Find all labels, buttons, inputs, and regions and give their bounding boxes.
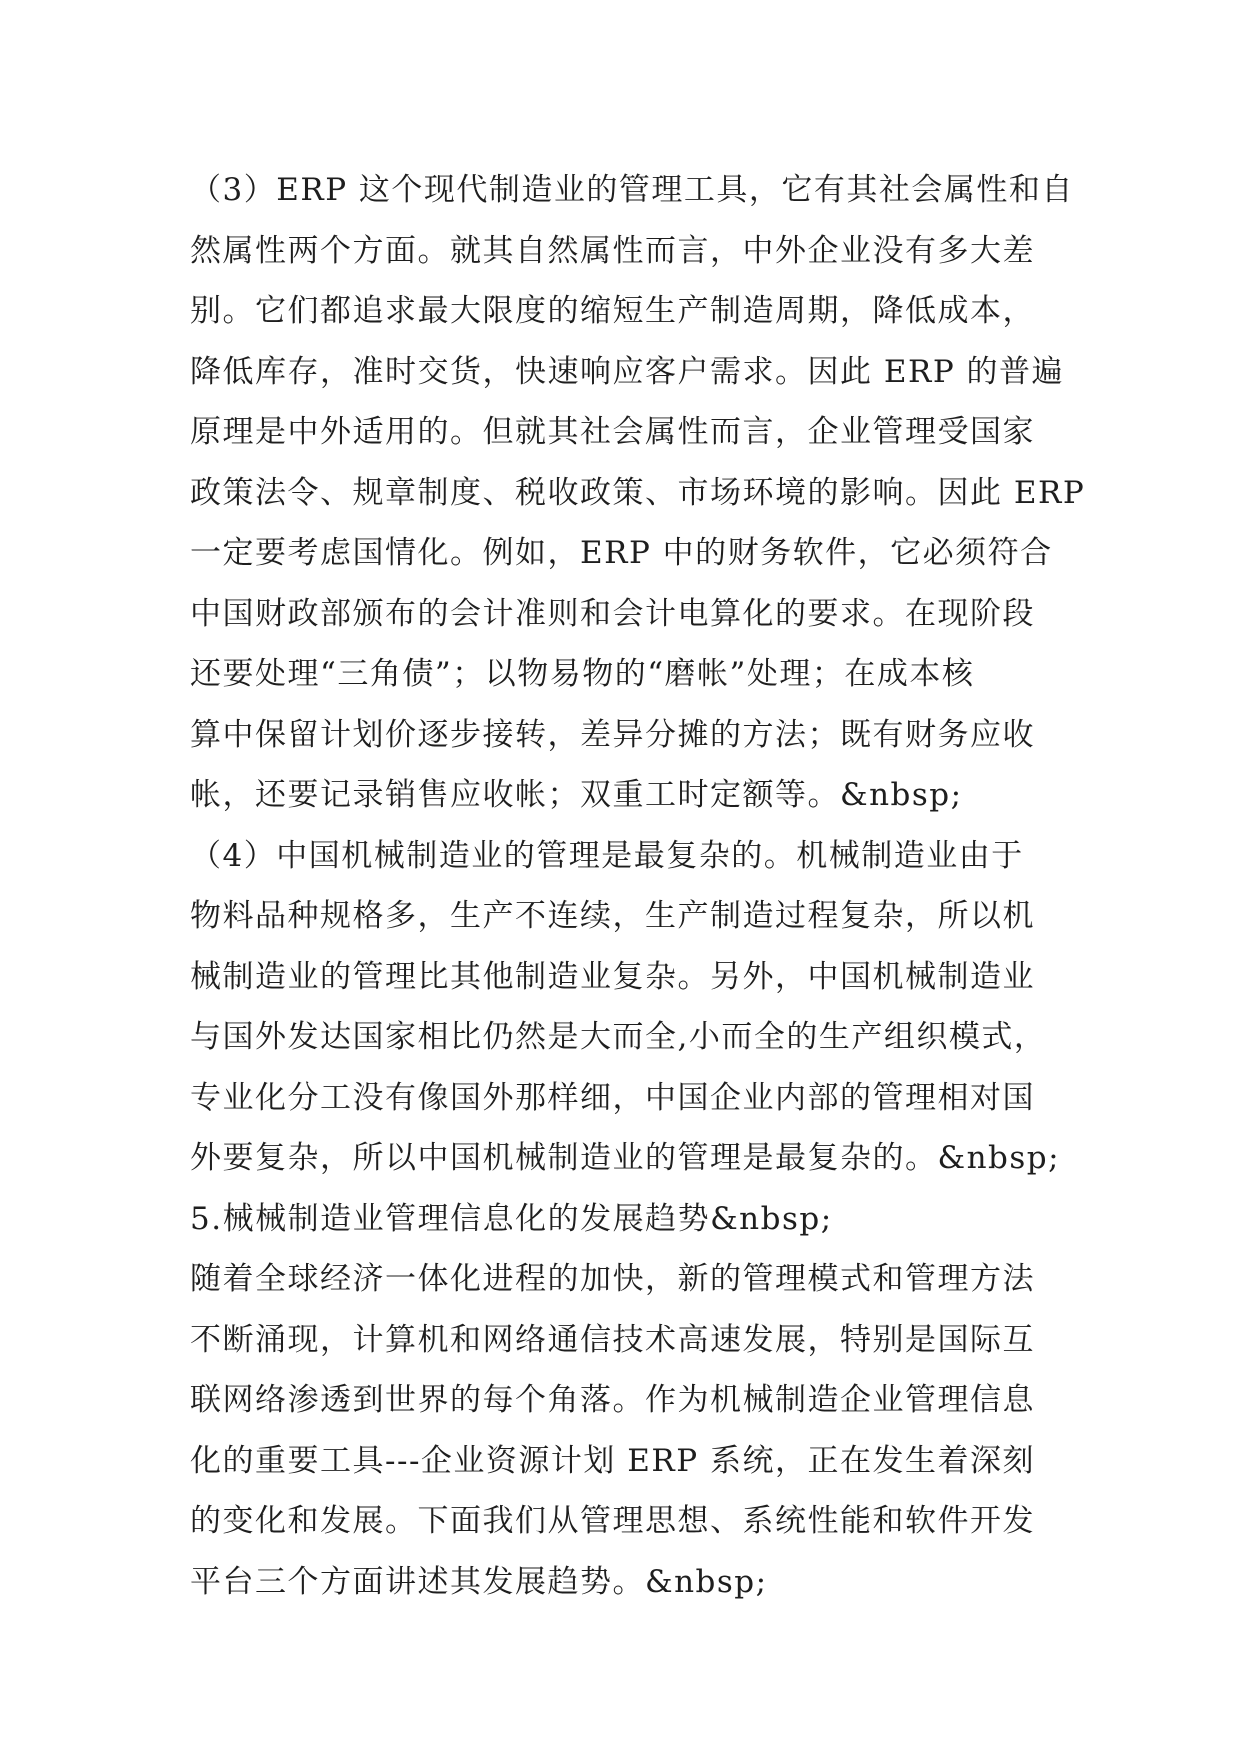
text-line: 然属性两个方面。就其自然属性而言，中外企业没有多大差 (190, 232, 1035, 269)
text-line: 算中保留计划价逐步接转，差异分摊的方法；既有财务应收 (190, 716, 1035, 753)
text-line: （4）中国机械制造业的管理是最复杂的。机械制造业由于 (190, 837, 1024, 874)
text-line: 械制造业的管理比其他制造业复杂。另外，中国机械制造业 (190, 958, 1035, 995)
text-line: 专业化分工没有像国外那样细，中国企业内部的管理相对国 (190, 1079, 1035, 1116)
text-line: 政策法令、规章制度、税收政策、市场环境的影响。因此 ERP (190, 474, 1086, 511)
text-line: 中国财政部颁布的会计准则和会计电算化的要求。在现阶段 (190, 595, 1035, 632)
text-line: 不断涌现，计算机和网络通信技术高速发展，特别是国际互 (190, 1321, 1035, 1358)
text-line: 平台三个方面讲述其发展趋势。&nbsp; (190, 1563, 768, 1600)
text-line: 联网络渗透到世界的每个角落。作为机械制造企业管理信息 (190, 1382, 1035, 1418)
text-line: 物料品种规格多，生产不连续，生产制造过程复杂，所以机 (190, 898, 1035, 934)
section-heading: 5.械械制造业管理信息化的发展趋势&nbsp; (190, 1200, 833, 1237)
text-line: 别。它们都追求最大限度的缩短生产制造周期，降低成本， (190, 293, 1035, 329)
text-line: 随着全球经济一体化进程的加快，新的管理模式和管理方法 (190, 1261, 1035, 1297)
text-line: 还要处理“三角债”；以物易物的“磨帐”处理；在成本核 (190, 656, 975, 692)
text-line: 外要复杂，所以中国机械制造业的管理是最复杂的。&nbsp; (190, 1140, 1061, 1176)
text-line: 的变化和发展。下面我们从管理思想、系统性能和软件开发 (190, 1503, 1035, 1539)
text-line: 帐，还要记录销售应收帐；双重工时定额等。&nbsp; (190, 777, 963, 813)
text-line: 降低库存，准时交货，快速响应客户需求。因此 ERP 的普遍 (190, 353, 1065, 390)
text-line: （3）ERP 这个现代制造业的管理工具，它有其社会属性和自 (190, 172, 1074, 208)
document-body (190, 160, 1086, 1612)
text-line: 原理是中外适用的。但就其社会属性而言，企业管理受国家 (190, 414, 1035, 450)
text-line: 与国外发达国家相比仍然是大而全,小而全的生产组织模式， (190, 1019, 1047, 1055)
text-line: 一定要考虑国情化。例如，ERP 中的财务软件，它必须符合 (190, 535, 1053, 571)
text-line: 化的重要工具---企业资源计划 ERP 系统，正在发生着深刻 (190, 1442, 1035, 1479)
